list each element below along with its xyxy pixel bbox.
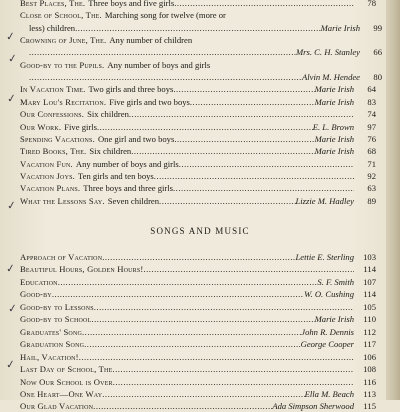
entry-page-number: 74 — [367, 109, 376, 120]
entry-title: Vacation Joys. — [20, 170, 75, 181]
entry-title: Approach of Vacation — [20, 252, 103, 262]
contents-entry — [20, 34, 376, 46]
contents-entry — [20, 71, 382, 83]
entry-page-number: 107 — [363, 276, 376, 287]
entry-description: less) children — [29, 22, 76, 33]
dot-leader — [52, 288, 304, 300]
entry-page-number: 105 — [363, 301, 376, 312]
entry-page-number: 113 — [363, 388, 376, 399]
entry-title: Graduation Song — [20, 339, 85, 350]
contents-entry — [20, 251, 376, 263]
contents-entry — [20, 0, 376, 9]
contents-entry — [20, 83, 376, 95]
dot-leader — [174, 0, 354, 9]
entry-description: Three boys and five girls — [88, 0, 175, 8]
entry-title: Our Work. — [20, 121, 62, 132]
entry-title: Our Glad Vacation — [20, 401, 94, 412]
entry-title: Education — [20, 276, 58, 287]
entry-description: One girl and two boys — [97, 133, 175, 144]
entry-author: Marie Irish — [314, 84, 354, 95]
dot-leader — [79, 351, 354, 363]
entry-page-number: 106 — [363, 351, 376, 362]
entry-title: Vacation Fun. — [20, 158, 73, 169]
entry-page-number: 80 — [373, 72, 382, 83]
dot-leader — [84, 338, 300, 350]
dot-leader — [131, 145, 314, 157]
entry-author: Marie Irish — [314, 96, 354, 107]
pencil-checkmark-icon: ✓ — [5, 29, 17, 44]
entry-author: Marie Irish — [314, 133, 354, 144]
entry-title: Mary Lou's Recitation. — [20, 96, 107, 107]
entry-title: Graduates' Song — [20, 326, 83, 337]
contents-entry — [20, 9, 376, 21]
pencil-checkmark-icon: ✓ — [7, 51, 19, 66]
entry-author: Lettie E. Sterling — [295, 252, 354, 262]
contents-entry — [20, 182, 376, 194]
entry-page-number: 108 — [363, 364, 376, 375]
entry-page-number: 89 — [367, 195, 376, 206]
dot-leader — [93, 400, 272, 412]
entry-description: Five girls — [64, 121, 97, 132]
entry-author: Marie Irish — [314, 146, 354, 157]
entry-page-number: 92 — [367, 170, 376, 181]
contents-entry — [20, 338, 376, 350]
dot-leader — [112, 363, 354, 375]
entry-title: Best Places, The. — [20, 0, 86, 8]
pencil-checkmark-icon: ✓ — [5, 357, 17, 372]
contents-entry — [20, 133, 376, 145]
entry-description: Three boys and three girls — [83, 183, 174, 194]
dot-leader — [58, 276, 318, 288]
entry-page-number: 112 — [363, 326, 376, 337]
entry-title: Hail, Vacation! — [20, 351, 79, 362]
dot-leader — [75, 22, 321, 34]
entry-page-number: 114 — [363, 264, 376, 275]
entry-title: Beautiful Hours, Golden Hours! — [20, 264, 144, 275]
contents-entry — [20, 46, 382, 58]
entry-description: Two girls and three boys — [88, 84, 174, 95]
entry-author: Mrs. C. H. Stanley — [296, 47, 360, 58]
dot-leader — [102, 388, 304, 400]
dot-leader — [129, 108, 354, 120]
dot-leader — [159, 195, 295, 207]
entry-author: Alvin M. Hendee — [302, 72, 360, 83]
entry-description: Any number of boys and girls — [107, 59, 211, 70]
entry-description: Six children — [87, 109, 129, 120]
entry-page-number: 114 — [363, 289, 376, 300]
contents-entry — [20, 145, 376, 157]
entry-page-number: 83 — [367, 96, 376, 107]
entry-title: Spending Vacations. — [20, 133, 95, 144]
pencil-checkmark-icon: ✓ — [6, 198, 18, 213]
dot-leader — [91, 313, 314, 325]
entry-title: Good-by to School — [20, 314, 92, 325]
dot-leader — [29, 71, 302, 83]
contents-entry — [20, 22, 382, 34]
entry-title: Crowning of June, The. — [20, 35, 107, 46]
entry-title: Our Confessions. — [20, 109, 85, 120]
page-gutter — [386, 0, 400, 400]
dot-leader — [179, 158, 354, 170]
entry-title: Good-by — [20, 289, 52, 300]
dot-leader — [174, 133, 314, 145]
dot-leader — [190, 96, 315, 108]
section-heading: SONGS AND MUSIC — [150, 226, 250, 236]
contents-entry — [20, 158, 376, 170]
contents-entry — [20, 195, 376, 207]
dot-leader — [82, 326, 301, 338]
entry-page-number: 63 — [367, 183, 376, 194]
entry-page-number: 78 — [367, 0, 376, 8]
contents-entry — [20, 400, 376, 412]
entry-page-number: 116 — [363, 376, 376, 387]
entry-description: Any number of boys and girls — [75, 158, 179, 169]
contents-entry — [20, 59, 376, 71]
entry-page-number: 103 — [363, 252, 376, 262]
entry-page-number: 68 — [367, 146, 376, 157]
contents-entry — [20, 376, 376, 388]
entry-description: Ten girls and ten boys — [77, 170, 154, 181]
entry-description: Seven children — [107, 195, 160, 206]
entry-title: Good-by to Lessons — [20, 301, 94, 312]
contents-entry — [20, 121, 376, 133]
entry-title: Close of School, The. — [20, 10, 102, 21]
entry-title: What the Lessons Say. — [20, 195, 105, 206]
contents-entry — [20, 288, 376, 300]
entry-author: Marie Irish — [314, 314, 354, 325]
pencil-checkmark-icon: ✓ — [6, 91, 18, 106]
entry-page-number: 110 — [363, 314, 376, 325]
dot-leader — [143, 263, 354, 275]
contents-entry — [20, 96, 376, 108]
dot-leader — [154, 170, 354, 182]
entry-author: S. F. Smith — [317, 276, 354, 287]
entry-page-number: 97 — [367, 121, 376, 132]
entry-page-number: 66 — [373, 47, 382, 58]
dot-leader — [94, 301, 354, 313]
entry-author: E. L. Brown — [312, 121, 354, 132]
contents-entry — [20, 108, 376, 120]
dot-leader — [173, 182, 354, 194]
entry-page-number: 115 — [363, 401, 376, 412]
entry-description: Five girls and two boys — [109, 96, 190, 107]
entry-author: Ella M. Beach — [304, 388, 354, 399]
entry-description: Marching song for twelve (more or — [104, 10, 226, 21]
dot-leader — [113, 376, 354, 388]
contents-entry — [20, 170, 376, 182]
entry-title: Now Our School is Over — [20, 376, 113, 387]
entry-title: Good-by to the Pupils. — [20, 59, 105, 70]
dot-leader — [29, 46, 296, 58]
entry-page-number: 76 — [367, 133, 376, 144]
dot-leader — [173, 83, 314, 95]
dot-leader — [102, 251, 295, 263]
entry-description: Six children — [89, 146, 132, 157]
contents-entry — [20, 326, 376, 338]
dot-leader — [97, 121, 313, 133]
contents-entry — [20, 351, 376, 363]
entry-author: John R. Dennis — [301, 326, 354, 337]
entry-title: Vacation Plans. — [20, 183, 81, 194]
contents-entry — [20, 263, 376, 275]
entry-description: Any number of children — [109, 35, 193, 46]
pencil-checkmark-icon: ✓ — [5, 261, 17, 276]
entry-author: Ada Simpson Sherwood — [272, 401, 354, 412]
contents-entry — [20, 313, 376, 325]
entry-title: Tired Books, The. — [20, 146, 87, 157]
entry-title: One Heart—One Way — [20, 388, 103, 399]
entry-author: George Cooper — [300, 339, 354, 350]
entry-title: Last Day of School, The — [20, 364, 113, 375]
contents-entry — [20, 363, 376, 375]
entry-title: In Vacation Time. — [20, 84, 86, 95]
contents-entry — [20, 276, 376, 288]
entry-author: W. O. Cushing — [304, 289, 354, 300]
entry-page-number: 117 — [363, 339, 376, 350]
entry-author: Lizzie M. Hadley — [295, 195, 354, 206]
contents-entry — [20, 301, 376, 313]
entry-page-number: 99 — [373, 22, 382, 33]
entry-author: Marie Irish — [320, 22, 360, 33]
pencil-checkmark-icon: ✓ — [7, 301, 19, 316]
entry-page-number: 64 — [367, 84, 376, 95]
contents-entry — [20, 388, 376, 400]
entry-page-number: 71 — [367, 158, 376, 169]
